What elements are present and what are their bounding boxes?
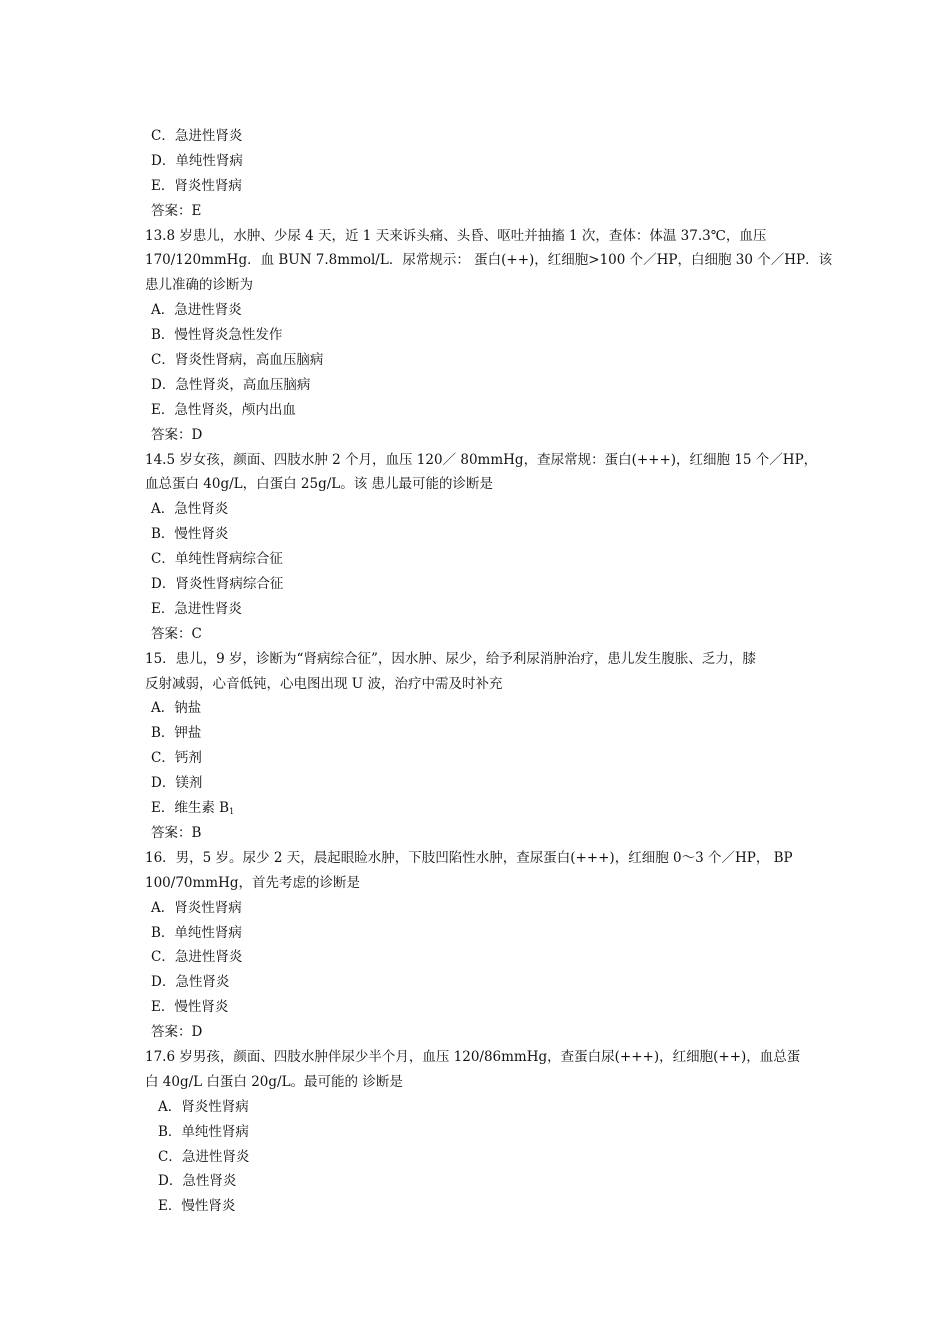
option-c: C．急进性肾炎 — [151, 949, 243, 966]
option-c: C．急进性肾炎 — [151, 128, 243, 144]
option-a: A．肾炎性肾病 — [151, 899, 242, 916]
answer: 答案：D — [151, 426, 203, 443]
option-e: E．急性肾炎，颅内出血 — [151, 401, 296, 418]
answer: 答案：C — [151, 625, 202, 642]
option-b: B．单纯性肾病 — [151, 924, 242, 941]
option-b: B．单纯性肾病 — [158, 1123, 249, 1140]
question-stem-line: 患儿准确的诊断为 — [145, 277, 253, 294]
question-block-14 — [145, 448, 818, 647]
option-e: E．急进性肾炎 — [151, 600, 242, 617]
option-c: C．单纯性肾病综合征 — [151, 551, 283, 568]
question-stem-line: 白 40g/L 白蛋白 20g/L。最可能的 诊断是 — [145, 1073, 403, 1090]
option-e: E．肾炎性肾病 — [151, 177, 242, 194]
option-d: D．急性肾炎 — [158, 1173, 237, 1190]
option-a: A．肾炎性肾病 — [158, 1098, 249, 1115]
question-block-17 — [145, 1045, 810, 1219]
answer: 答案：D — [151, 1024, 203, 1041]
option-e — [145, 796, 810, 821]
question-block-13 — [145, 224, 833, 448]
question-block-16 — [145, 846, 810, 1045]
option-e: E．慢性肾炎 — [158, 1198, 236, 1215]
option-d: D．单纯性肾病 — [151, 152, 243, 169]
question-stem-line: 17.6 岁男孩，颜面、四肢水肿伴尿少半个月，血压 120/86mmHg，查蛋白尿(+++)，红细胞(++)，血总蛋 — [145, 1048, 801, 1065]
option-d: D．镁剂 — [151, 775, 203, 792]
answer: 答案：B — [151, 824, 202, 841]
answer: 答案：E — [151, 202, 202, 219]
option-b: B．慢性肾炎 — [151, 526, 229, 543]
option-e: E．慢性肾炎 — [151, 999, 229, 1016]
option-d: D．急性肾炎，高血压脑病 — [151, 376, 311, 393]
question-stem-line: 13.8 岁患儿，水肿、少尿 4 天，近 1 天来诉头痛、头昏、呕吐并抽搐 1 次，查体：体温 37.3℃，血压 — [145, 227, 767, 244]
question-stem-line: 170/120mmHg．血 BUN 7.8mmol/L．尿常规示： 蛋白(++)，红细胞>100 个／HP，白细胞 30 个／HP．该 — [145, 252, 833, 269]
option-d: D．急性肾炎 — [151, 974, 230, 991]
option-c: C．急进性肾炎 — [158, 1148, 250, 1165]
option-a: A．钠盐 — [151, 700, 202, 717]
option-e-subscript: 1 — [229, 807, 235, 817]
option-d: D．肾炎性肾病综合征 — [151, 576, 284, 593]
question-stem-line: 血总蛋白 40g/L，白蛋白 25g/L。该 患儿最可能的诊断是 — [145, 476, 494, 493]
option-c: C．肾炎性肾病，高血压脑病 — [151, 352, 324, 369]
question-list — [145, 124, 833, 1219]
option-a: A．急性肾炎 — [151, 501, 229, 518]
question-stem-line: 15．患儿，9 岁，诊断为“肾病综合征”，因水肿、尿少，给予利尿消肿治疗，患儿发生腹胀、乏力，膝 — [145, 650, 756, 667]
question-stem-line: 16．男，5 岁。尿少 2 天，晨起眼睑水肿，下肢凹陷性水肿，查尿蛋白(+++)，红细胞 0～3 个／HP， BP — [145, 849, 793, 866]
question-block-prev — [145, 124, 810, 224]
option-a: A．急进性肾炎 — [151, 302, 242, 319]
question-block-15 — [145, 647, 810, 846]
option-b: B．慢性肾炎急性发作 — [151, 327, 283, 344]
option-b: B．钾盐 — [151, 725, 202, 742]
option-e-text: E．维生素 B — [151, 800, 230, 817]
question-stem-line: 100/70mmHg，首先考虑的诊断是 — [145, 874, 361, 891]
question-stem-line: 反射减弱，心音低钝，心电图出现 U 波，治疗中需及时补充 — [145, 675, 503, 692]
option-c: C．钙剂 — [151, 750, 202, 767]
question-stem-line: 14.5 岁女孩，颜面、四肢水肿 2 个月，血压 120／ 80mmHg，查尿常规：蛋白(+++)，红细胞 15 个／HP， — [145, 451, 818, 468]
